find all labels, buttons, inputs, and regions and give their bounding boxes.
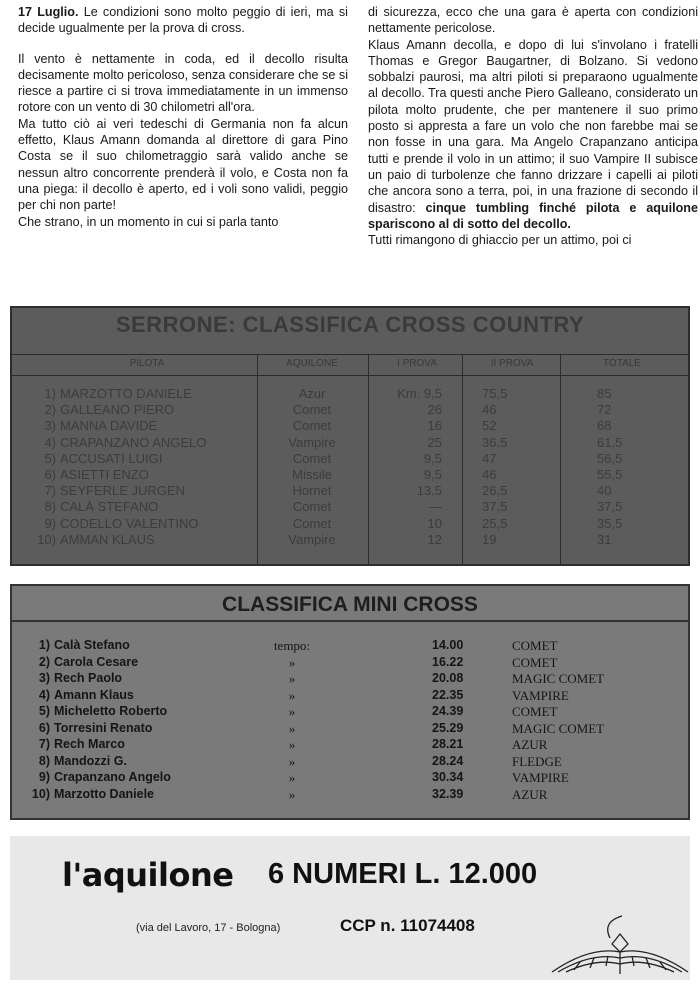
cell-prova1: 9,5 [423, 450, 442, 466]
cell-pos: 3) [44, 418, 56, 434]
date-lead: 17 Luglio. [18, 5, 79, 19]
table-row [12, 435, 688, 451]
cell-aquilone: Comet [292, 450, 332, 466]
cell-aquilone: Vampire [288, 531, 336, 547]
cell-label: tempo: [273, 638, 311, 653]
cell-totale: 85 [597, 386, 612, 401]
cell-name: Torresini Renato [54, 720, 153, 735]
cell-prova2: 46 [482, 467, 497, 482]
magazine-logo: l'aquilone [62, 856, 234, 894]
cell-kite: MAGIC COMET [512, 671, 605, 686]
cell-label: » [288, 770, 296, 785]
table-row [12, 688, 688, 704]
cell-name: Calà Stefano [54, 638, 130, 652]
table-row [12, 754, 688, 770]
table-row [12, 704, 688, 720]
cell-pilota: GALLEANO PIERO [60, 402, 175, 418]
cell-name: Rech Paolo [54, 671, 123, 685]
article-paragraph: Che strano, in un momento in cui si parla tanto [18, 214, 279, 229]
cell-pilota: ASIETTI ENZO [60, 467, 149, 482]
cell-label: » [288, 786, 296, 802]
cell-prova2: 75,5 [482, 386, 508, 401]
article-left-column [18, 4, 348, 230]
cell-prova1: Km. 9,5 [397, 386, 442, 401]
table-row [12, 402, 688, 418]
cell-pilota: SEYFERLE JURGEN [60, 483, 185, 499]
subscription-price: 6 NUMERI L. 12.000 [268, 858, 538, 890]
cell-totale: 61,5 [597, 434, 623, 450]
cell-pilota: MANNA DAVIDE [60, 418, 158, 434]
cell-label: » [288, 737, 296, 752]
cell-pos: 6) [44, 467, 56, 482]
cell-pos: 1) [44, 386, 56, 401]
cell-prova1: 10 [427, 515, 442, 531]
cell-pos: 9) [44, 515, 56, 531]
cell-prova2: 25,5 [482, 515, 508, 531]
cell-prova2: 26,5 [482, 483, 508, 499]
cell-pilota: CRAPANZANO ANGELO [60, 434, 207, 450]
cell-pos: 8) [38, 753, 50, 768]
cell-pos: 7) [44, 483, 56, 499]
cell-aquilone: Azur [298, 386, 326, 401]
cell-prova1: 16 [427, 418, 442, 434]
cell-kite: VAMPIRE [512, 687, 569, 703]
cell-kite: COMET [512, 704, 558, 719]
header-totale: TOTALE [603, 358, 641, 369]
cell-prova1: 13,5 [416, 483, 442, 499]
kite-emblem-icon [550, 914, 690, 976]
cell-totale: 40 [597, 483, 612, 499]
cell-aquilone: Hornet [292, 483, 332, 499]
cell-kite: COMET [512, 654, 558, 670]
article-right-column [368, 4, 698, 248]
cell-pos: 2) [44, 402, 56, 418]
cell-name: Amann Klaus [54, 687, 134, 702]
cell-name: Crapanzano Angelo [54, 770, 171, 784]
cell-prova1: 12 [427, 531, 442, 547]
article-paragraph: di sicurezza, ecco che una gara è aperta con condizioni nettamente pericolose. [368, 5, 698, 36]
cell-prova2: 37,5 [482, 499, 508, 515]
cell-label: » [288, 671, 296, 686]
article-paragraph: 17 Luglio. Le condizioni sono molto peggio di ieri, ma si decide ugualmente per la prova di cross. [18, 5, 348, 36]
cell-time: 28.24 [432, 753, 464, 768]
cell-pilota: ACCUSATI LUIGI [60, 450, 163, 466]
cell-name: Micheletto Roberto [54, 704, 168, 718]
table-row [12, 516, 688, 532]
cell-time: 28.21 [432, 737, 464, 751]
cell-prova1: 9,5 [423, 467, 442, 482]
cell-label: » [288, 753, 296, 769]
table-row [12, 671, 688, 687]
cell-pos: 1) [38, 638, 50, 652]
cell-name: Mandozzi G. [54, 753, 127, 768]
cell-time: 25.29 [432, 720, 464, 735]
cell-kite: COMET [512, 638, 558, 653]
cell-pilota: MARZOTTO DANIELE [60, 386, 192, 401]
subscription-ad [10, 836, 690, 980]
cell-aquilone: Comet [292, 499, 332, 515]
cell-prova1: 25 [427, 434, 442, 450]
cell-totale: 55,5 [597, 467, 623, 482]
table-row [12, 532, 688, 548]
table-row [12, 467, 688, 483]
cell-time: 20.08 [432, 671, 464, 685]
article-paragraph: Klaus Amann decolla, e dopo di lui s'involano i fratelli Thomas e Gregor Baugartner, di Bolzano. Si vedono sobbalzi paurosi, ma altri piloti si preparaono ugualmente al decollo. Tra questi anche Piero Galleano, considerato un pilota molto prudente, che per mantenere il suo primo posto si appresta a fare un volo che non farebbe mai se non fosse in una gara. Ma Angelo Crapanzano anticipa tutti e prende il volo in un attimo; il suo Vampire II subisce un paio di turbolenze che fanno drizzare i capelli ai piloti che ancora sono a terra, poi, in una frazione di secondo il disastro: cinque tumbling finché pilota e aquilone spariscono al di sotto del decollo. [368, 37, 698, 231]
table-row [12, 737, 688, 753]
table-row [12, 770, 688, 786]
header-prova2: II PROVA [490, 358, 534, 369]
cell-prova1: — [429, 499, 442, 515]
cell-pos: 5) [38, 704, 50, 718]
cell-label: » [288, 720, 296, 736]
cell-kite: AZUR [512, 786, 548, 802]
cell-kite: VAMPIRE [512, 770, 569, 785]
cell-aquilone: Missile [292, 467, 332, 482]
cell-prova2: 46 [482, 402, 497, 418]
cell-name: Rech Marco [54, 737, 125, 751]
table-title: CLASSIFICA MINI CROSS [12, 590, 688, 622]
header-aquilone: AQUILONE [286, 358, 338, 369]
cell-time: 30.34 [432, 770, 464, 784]
header-pilota: PILOTA [129, 358, 165, 369]
cell-label: » [288, 704, 296, 719]
table-row [12, 483, 688, 499]
cell-name: Marzotto Daniele [54, 786, 155, 801]
mini-cross-table [10, 584, 690, 820]
cell-pos: 10) [37, 531, 56, 547]
header-prova1: I PROVA [397, 358, 437, 369]
article-paragraph: Tutti rimangono di ghiaccio per un attimo, poi ci [368, 233, 632, 248]
address: (via del Lavoro, 17 - Bologna) [136, 922, 281, 934]
article-paragraph: Ma tutto ciò ai veri tedeschi di Germania non fa alcun effetto, Klaus Amann domanda al direttore di gara Pino Costa se il suo chilometraggio sarà valido anche se nessun altro concorrente prenderà il volo, e Costa non fa una piega: il decollo è aperto, ed i voli sono validi, peggio per chi non parte! [18, 116, 348, 213]
cell-totale: 72 [597, 402, 612, 418]
bold-highlight: cinque tumbling finché pilota e aquilone spariscono al di sotto del decollo. [368, 200, 698, 231]
cell-pilota: CALÀ STEFANO [60, 499, 159, 515]
cell-pos: 4) [38, 687, 50, 702]
cell-prova2: 47 [482, 450, 497, 466]
cell-time: 14.00 [432, 638, 464, 652]
cell-aquilone: Comet [292, 515, 332, 531]
cell-pilota: CODELLO VALENTINO [60, 515, 199, 531]
cell-pos: 4) [44, 434, 56, 450]
cell-label: » [288, 654, 296, 670]
cell-prova1: 26 [427, 402, 442, 418]
cell-prova2: 36,5 [482, 434, 508, 450]
cell-totale: 35,5 [597, 515, 623, 531]
cell-pos: 6) [38, 720, 50, 735]
cell-aquilone: Comet [292, 418, 332, 434]
ccp-number: CCP n. 11074408 [340, 916, 475, 935]
cell-totale: 56,5 [597, 450, 623, 466]
cell-pos: 2) [38, 654, 50, 669]
table-row [12, 638, 688, 654]
cell-pos: 5) [44, 450, 56, 466]
cell-prova2: 52 [482, 418, 497, 434]
cell-pos: 3) [38, 671, 50, 685]
cell-label: » [288, 687, 296, 703]
cell-pos: 10) [31, 786, 50, 801]
table-row [12, 655, 688, 671]
table-header [12, 354, 688, 376]
cell-pos: 9) [38, 770, 50, 784]
article-paragraph: Il vento è nettamente in coda, ed il decollo risulta decisamente molto pericoloso, senza considerare che se si riesce a partire ci si trova immediatamente in un immenso rotore con un vento di 30 chilometri all'ora. [18, 51, 348, 115]
table-title: SERRONE: CLASSIFICA CROSS COUNTRY [115, 312, 585, 337]
cell-name: Carola Cesare [54, 654, 139, 669]
cell-kite: MAGIC COMET [512, 720, 605, 736]
table-row [12, 787, 688, 803]
cell-aquilone: Vampire [288, 434, 336, 450]
cell-kite: AZUR [512, 737, 548, 752]
table-row [12, 721, 688, 737]
cell-time: 24.39 [432, 704, 464, 718]
cell-totale: 37,5 [597, 499, 623, 515]
cell-totale: 31 [597, 531, 612, 547]
cell-prova2: 19 [482, 531, 497, 547]
cell-aquilone: Comet [292, 402, 332, 418]
cross-country-table [10, 306, 690, 566]
table-row [12, 451, 688, 467]
cell-time: 16.22 [432, 654, 464, 669]
cell-time: 32.39 [432, 786, 464, 801]
cell-pos: 8) [44, 499, 56, 515]
table-row [12, 386, 688, 402]
table-row [12, 418, 688, 434]
cell-pos: 7) [38, 737, 50, 751]
cell-kite: FLEDGE [512, 753, 562, 769]
table-row [12, 499, 688, 515]
cell-time: 22.35 [432, 687, 464, 702]
cell-totale: 68 [597, 418, 612, 434]
cell-pilota: AMMAN KLAUS [60, 531, 155, 547]
